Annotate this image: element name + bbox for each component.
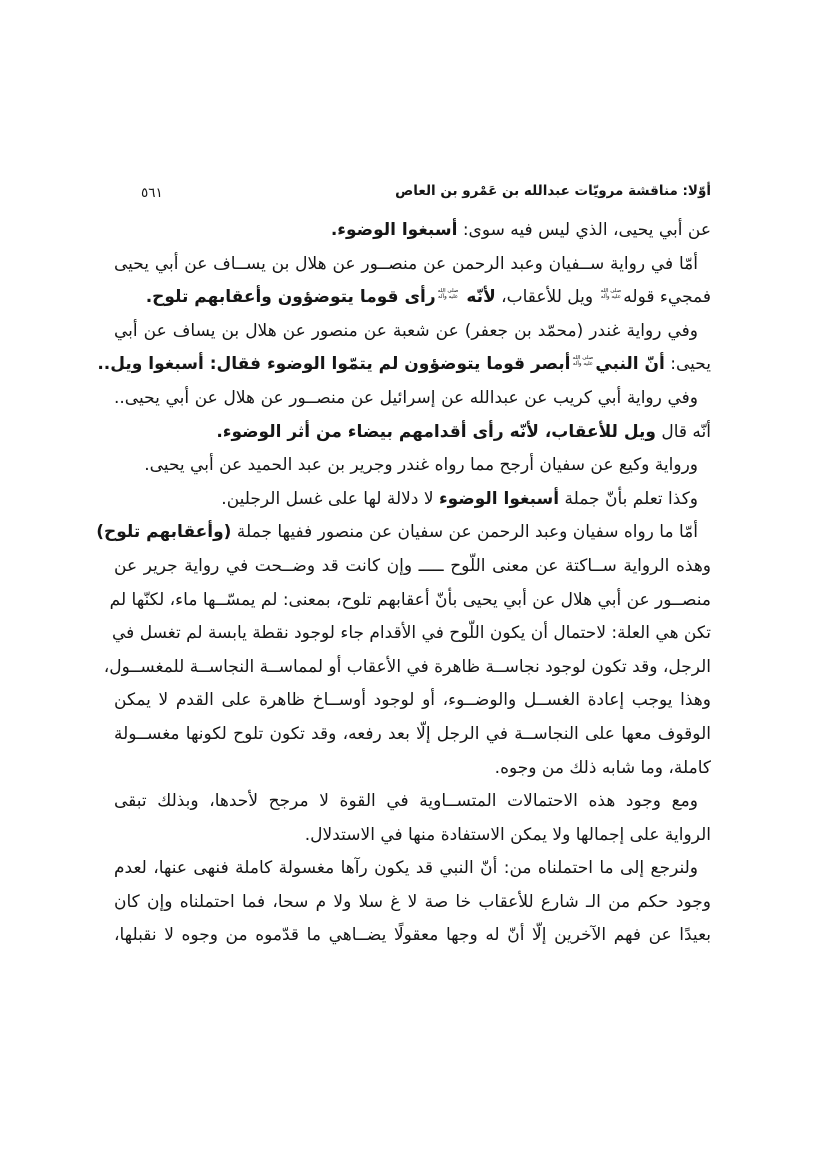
text-line [114, 852, 711, 886]
paragraph [114, 785, 711, 852]
text-run: منصــور عن أبي هلال عن أبي يحيى بأنّ أعقابهم تلوح، بمعنى: لم يمسّــها ماء، لكنّها لم [109, 589, 711, 610]
paragraph [114, 852, 711, 953]
text-line [114, 919, 711, 953]
text-run: الرواية على إجمالها ولا يمكن الاستفادة منها في الاستدلال. [304, 824, 711, 845]
pbuh-honorific-icon: صلى الله عليه وآله [437, 287, 459, 301]
text-run: يحيى: [664, 354, 711, 375]
text-run: عن أبي يحيى، الذي ليس فيه سوى: [457, 220, 711, 240]
text-line [114, 886, 711, 920]
text-line [97, 348, 711, 382]
paragraph [96, 516, 711, 785]
text-run: أبصر قوما يتوضؤون لم يتمّوا الوضوء فقال: أسبغوا ويل.. [97, 354, 571, 375]
text-line [114, 752, 711, 786]
text-run: فمجيء قوله [623, 287, 711, 308]
text-run: لا دلالة لها على غسل الرجلين. [221, 488, 439, 509]
text-line [114, 248, 711, 282]
text-line [114, 785, 711, 819]
text-run: تكن هي العلة: لاحتمال أن يكون اللّوح في الأقدام جاء لوجود نقطة يابسة لم تغسل في [112, 623, 711, 644]
paragraph [114, 248, 711, 315]
text-run: أسبغوا الوضوء. [330, 220, 458, 240]
text-run: ولنرجع إلى ما احتملناه من: أنّ النبي قد يكون رآها مغسولة كاملة فنهى عنها، لعدم [114, 858, 698, 879]
running-header-title: أوّلا: مناقشة مرويّات عبدالله بن عَمْرو بن العاص [395, 183, 711, 199]
text-run: ويل للأعقاب، لأنّه رأى أقدامهم بيضاء من أثر الوضوء. [216, 421, 656, 442]
text-line [114, 214, 711, 248]
text-run: أمّا ما رواه سفيان وعبد الرحمن عن سفيان عن منصور ففيها جملة [231, 522, 698, 543]
text-line [109, 584, 711, 618]
text-run: وهذا يوجب إعادة الغســل والوضــوء، أو لوجود أوســاخ ظاهرة على القدم لا يمكن [114, 690, 711, 711]
text-line [114, 617, 711, 651]
text-run: أنّ النبي [595, 354, 665, 375]
paragraph [114, 483, 711, 517]
pbuh-honorific-icon: صلى الله عليه وآله [600, 287, 622, 301]
text-line [114, 550, 711, 584]
text-line [96, 516, 711, 550]
paragraph [114, 214, 711, 248]
text-line [114, 718, 711, 752]
paragraph [114, 382, 711, 449]
text-run: وفي رواية غندر (محمّد بن جعفر) عن شعبة عن منصور عن هلال بن يساف عن أبي [114, 320, 698, 341]
running-header [115, 183, 711, 207]
text-line [103, 651, 711, 685]
text-line [114, 684, 711, 718]
text-run: وجود حكم من الـ شارع للأعقاب خا صة لا غ سلا ولا م سحا، فما احتملناه وإن كان [114, 891, 711, 912]
text-run: الرجل، وقد تكون لوجود نجاســة ظاهرة في الأعقاب أو لمماســة النجاســة للمغســول، [103, 656, 711, 677]
text-line [114, 483, 711, 517]
text-run: ومع وجود هذه الاحتمالات المتســاوية في القوة لا مرجح لأحدها، وبذلك تبقى [114, 791, 698, 812]
text-run: ويل للأعقاب، [495, 287, 599, 308]
text-run: (وأعقابهم تلوح) [96, 522, 232, 543]
pbuh-honorific-icon: صلى الله عليه وآله [572, 355, 594, 368]
text-line [114, 382, 711, 416]
text-run: وهذه الرواية ســاكتة عن معنى اللّوح ـــــ وإن كانت قد وضــحت في رواية جرير عن [114, 555, 711, 576]
text-run: وكذا تعلم بأنّ جملة [559, 488, 698, 509]
text-line [114, 416, 711, 450]
paragraph [114, 449, 711, 483]
text-run: أنّه قال [655, 421, 711, 442]
text-line [114, 819, 711, 853]
text-run: كاملة، وما شابه ذلك من وجوه. [494, 757, 711, 778]
text-run: بعيدًا عن فهم الآخرين إلّا أنّ له وجها معقولًا يضــاهي ما قدّموه من وجوه لا نقبلها، [114, 925, 711, 946]
text-run: أسبغوا الوضوء [438, 488, 560, 509]
text-line [114, 281, 711, 315]
text-run: وفي رواية أبي كريب عن عبدالله عن إسرائيل عن منصــور عن هلال عن أبي يحيى.. [114, 387, 698, 408]
text-run: أمّا في رواية ســفيان وعبد الرحمن عن منصــور عن هلال بن يســاف عن أبي يحيى [114, 253, 698, 274]
paragraph [97, 315, 711, 382]
text-run: ورواية وكيع عن سفيان أرجح مما رواه غندر وجرير بن عبد الحميد عن أبي يحيى. [144, 455, 698, 476]
text-line [114, 315, 711, 349]
text-body [96, 214, 711, 953]
text-run: الوقوف معها على النجاســة في الرجل إلّا بعد رفعه، وقد تكون تلوح لكونها مغســولة [114, 723, 711, 744]
page-number: ٥٦١ [141, 185, 163, 201]
text-line [114, 449, 711, 483]
text-run: لأنّه [460, 287, 496, 308]
text-run: رأى قوما يتوضؤون وأعقابهم تلوح. [145, 287, 436, 308]
